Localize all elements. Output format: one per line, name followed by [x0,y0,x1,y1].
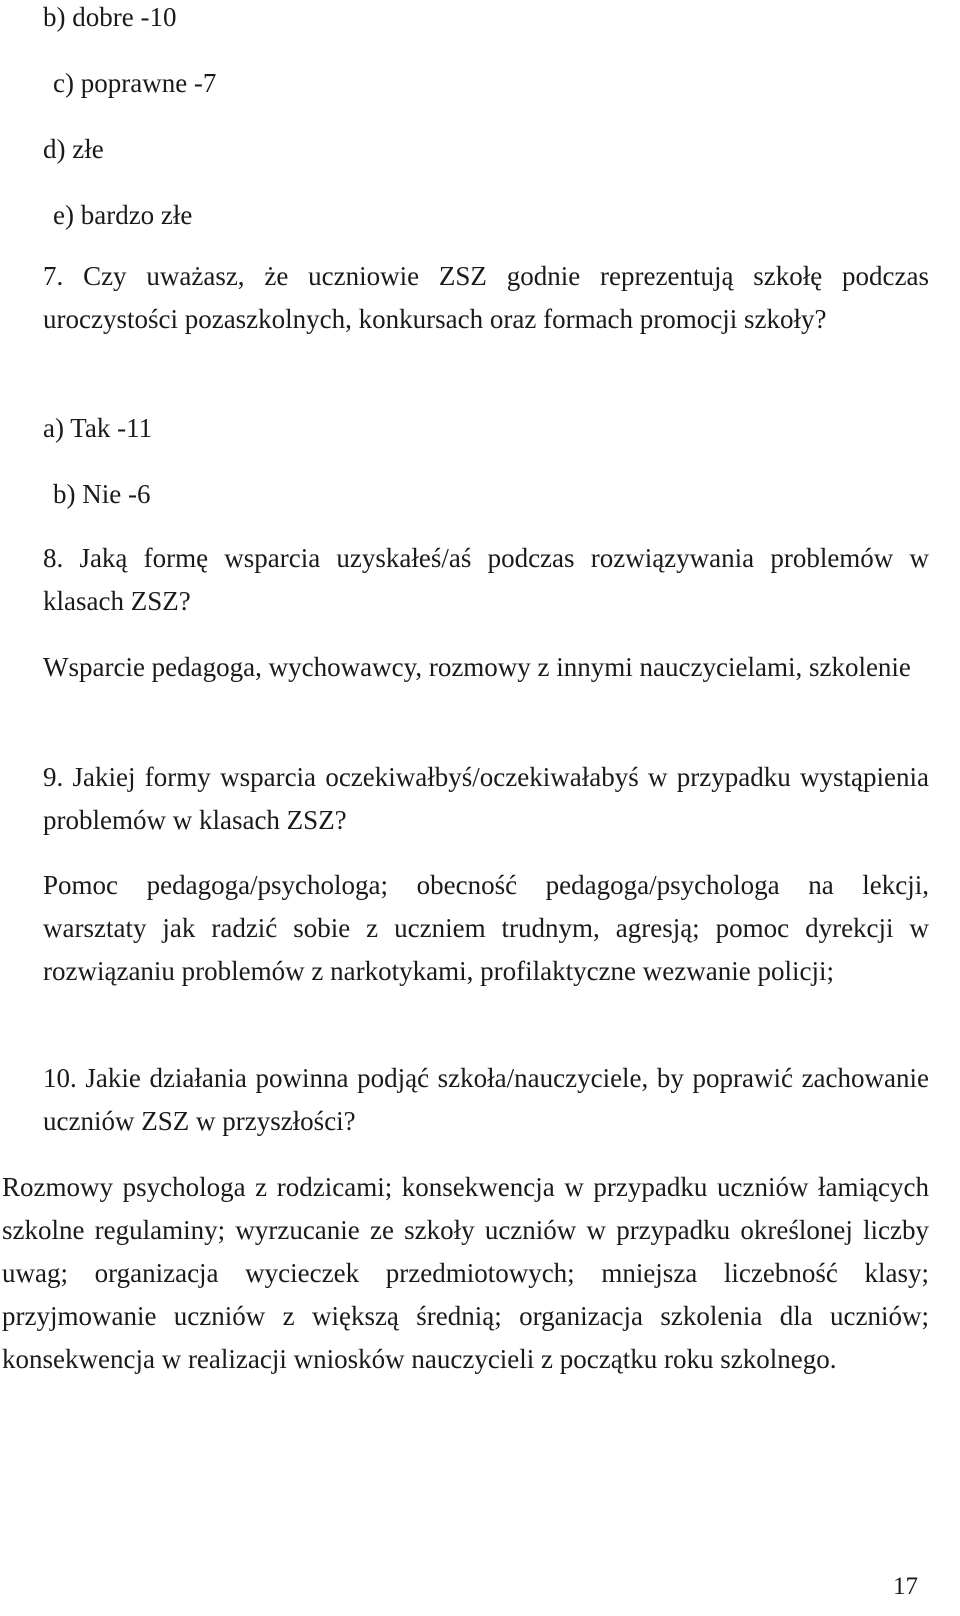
q10-answer: Rozmowy psychologa z rodzicami; konsekwencja w przypadku uczniów łamiących szkolne regulaminy; wyrzucanie ze szkoły uczniów w przypadku określonej liczby uwag; organizacja wycieczek przedmiotowych; mniejsza liczebność klasy; przyjmowanie uczniów z większą średnią; organizacja szkolenia dla uczniów; konsekwencja w realizacji wniosków nauczycieli z początku roku szkolnego. [2,1172,929,1374]
q8-question: 8. Jaką formę wsparcia uzyskałeś/aś podczas rozwiązywania problemów w klasach ZSZ? [43,543,929,616]
q9-question: 9. Jakiej formy wsparcia oczekiwałbyś/oczekiwałabyś w przypadku wystąpienia problemów w klasach ZSZ? [43,762,929,835]
q7-question: 7. Czy uważasz, że uczniowie ZSZ godnie reprezentują szkołę podczas uroczystości pozaszkolnych, konkursach oraz formach promocji szkoły? [43,261,929,334]
q6-option-d: d) złe [43,134,104,164]
q10-question: 10. Jakie działania powinna podjąć szkoła/nauczyciele, by poprawić zachowanie uczniów ZSZ w przyszłości? [43,1063,929,1136]
q7-answer-a: a) Tak -11 [43,413,153,443]
q7-answer-b: b) Nie -6 [53,479,151,509]
q6-option-c: c) poprawne -7 [53,68,217,98]
q6-option-e: e) bardzo złe [53,200,193,230]
page-number: 17 [893,1573,918,1600]
q8-answer: Wsparcie pedagoga, wychowawcy, rozmowy z innymi nauczycielami, szkolenie [43,652,911,682]
q6-option-b: b) dobre -10 [43,2,177,32]
q9-answer: Pomoc pedagoga/psychologa; obecność pedagoga/psychologa na lekcji, warsztaty jak radzić sobie z uczniem trudnym, agresją; pomoc dyrekcji w rozwiązaniu problemów z narkotykami, profilaktyczne wezwanie policji; [43,870,929,986]
